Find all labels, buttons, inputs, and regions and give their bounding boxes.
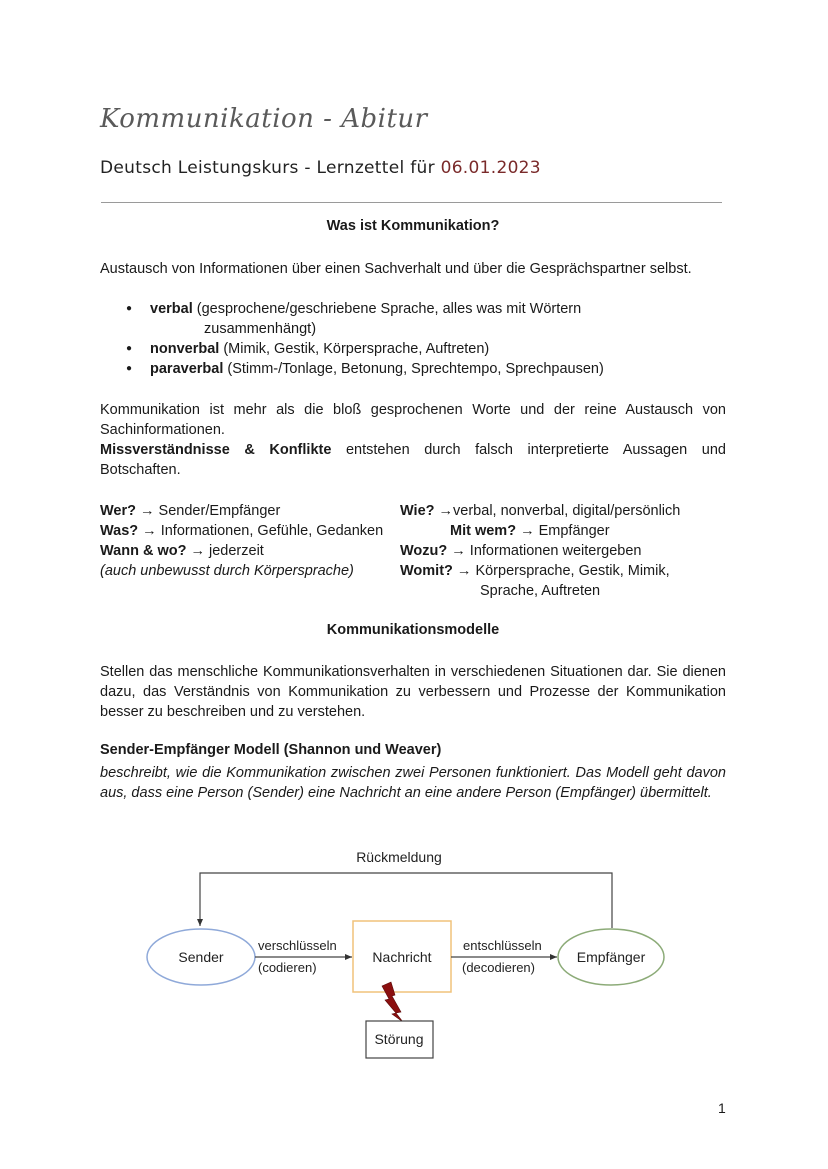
bullet-term: nonverbal [150,341,220,357]
message-label: Nachricht [372,949,432,965]
question-label: Wie? [400,503,435,519]
question-answer: → Sender/Empfänger [136,503,281,519]
question-answer: → jederzeit [186,543,264,559]
section-heading-was-ist-kommunikation: Was ist Kommunikation? [326,218,500,234]
subtitle-text: Deutsch Leistungskurs - Lernzettel für [100,158,441,178]
paragraph-rest: entstehen durch falsch interpretierte Aussagen und Botschaften. [100,442,726,478]
question-answer: → Informationen weitergeben [447,543,642,559]
bullet-term: verbal [150,301,193,317]
bold-term: Missverständnisse & Konflikte [100,442,332,458]
question-label: Was? [100,523,139,539]
paragraph-kommunikation-mehr: Kommunikation ist mehr als die bloß gesprochenen Worte und der reine Austausch von Sachinformationen. [100,402,726,438]
section-heading-kommunikationsmodelle: Kommunikationsmodelle [326,622,500,638]
bullet-text: (Mimik, Gestik, Körpersprache, Auftreten) [219,341,490,357]
noise-label: Störung [374,1031,424,1047]
bullet-text: (Stimm-/Tonlage, Betonung, Sprechtempo, Sprechpausen) [223,361,604,377]
feedback-label: Rückmeldung [356,849,442,865]
decode-sublabel: (decodieren) [462,960,535,975]
note-text: (auch unbewusst durch Körpersprache) [100,563,354,579]
bullet-term: paraverbal [150,361,224,377]
definition-text: Austausch von Informationen über einen Sachverhalt und über die Gesprächspartner selbst. [100,261,692,277]
question-womit-continuation: Sprache, Auftreten [480,583,601,599]
question-answer: →verbal, nonverbal, digital/persönlich [434,503,681,519]
bullet-text: (gesprochene/geschriebene Sprache, alles was mit Wörtern [192,301,582,317]
subtitle-date: 06.01.2023 [440,158,541,178]
question-label: Wozu? [400,543,448,559]
question-answer: → Informationen, Gefühle, Gedanken [138,523,384,539]
page-number: 1 [718,1100,726,1116]
question-answer: → Körpersprache, Gestik, Mimik, [452,563,670,579]
encode-sublabel: (codieren) [258,960,317,975]
model-title: Sender-Empfänger Modell (Shannon und Weaver) [100,742,442,758]
sender-label: Sender [178,949,224,965]
question-label: Womit? [400,563,453,579]
question-answer: → Empfänger [516,523,610,539]
decode-label: entschlüsseln [463,938,542,953]
question-label: Wann & wo? [100,543,187,559]
model-description: beschreibt, wie die Kommunikation zwischen zwei Personen funktioniert. Das Modell geht davon aus, dass eine Person (Sender) eine Nachricht an eine andere Person (Empfänger) übermittelt. [100,765,726,801]
question-label: Wer? [100,503,136,519]
bullet-continuation: zusammenhängt) [204,321,317,337]
question-label: Mit wem? [450,523,517,539]
paragraph-modelle: Stellen das menschliche Kommunikationsverhalten in verschiedenen Situationen dar. Sie dienen dazu, das Verständnis von Kommunikation zu verbessern und Prozesse der Kommunikation besser zu beschreiben und zu verstehen. [100,664,726,720]
document-title: Kommunikation - Abitur [100,104,428,134]
feedback-arrow [200,873,612,928]
encode-label: verschlüsseln [258,938,337,953]
receiver-label: Empfänger [576,949,646,965]
